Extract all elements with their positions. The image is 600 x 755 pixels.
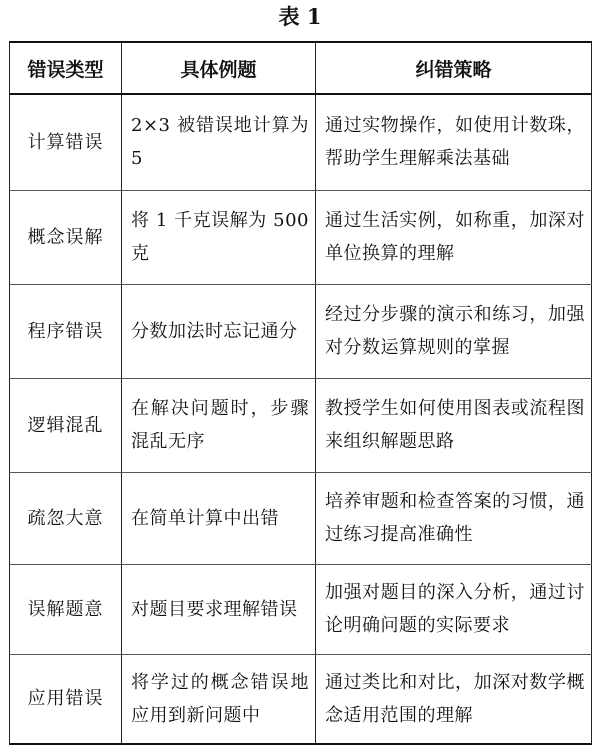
table-row (10, 472, 592, 564)
example-cell: 在解决问题时，步骤混乱无序 (122, 378, 316, 472)
example-cell: 对题目要求理解错误 (122, 564, 316, 654)
table-row (10, 190, 592, 284)
column-header-example: 具体例题 (122, 42, 316, 94)
error-type-cell: 应用错误 (10, 654, 122, 744)
error-type-cell: 疏忽大意 (10, 472, 122, 564)
error-type-cell: 概念误解 (10, 190, 122, 284)
column-header-type: 错误类型 (10, 42, 122, 94)
strategy-cell: 培养审题和检查答案的习惯，通过练习提高准确性 (316, 472, 592, 564)
column-header-strategy: 纠错策略 (316, 42, 592, 94)
example-cell: 分数加法时忘记通分 (122, 284, 316, 378)
table-row (10, 94, 592, 190)
strategy-cell: 通过生活实例，如称重，加深对单位换算的理解 (316, 190, 592, 284)
error-type-cell: 逻辑混乱 (10, 378, 122, 472)
error-strategy-table (9, 41, 592, 745)
example-cell: 2×3 被错误地计算为 5 (122, 94, 316, 190)
error-type-cell: 计算错误 (10, 94, 122, 190)
example-cell: 将学过的概念错误地应用到新问题中 (122, 654, 316, 744)
table-row (10, 284, 592, 378)
table-header-row (10, 42, 592, 94)
error-type-cell: 程序错误 (10, 284, 122, 378)
strategy-cell: 通过类比和对比，加深对数学概念适用范围的理解 (316, 654, 592, 744)
strategy-cell: 加强对题目的深入分析，通过讨论明确问题的实际要求 (316, 564, 592, 654)
table-row (10, 564, 592, 654)
error-type-cell: 误解题意 (10, 564, 122, 654)
strategy-cell: 通过实物操作，如使用计数珠，帮助学生理解乘法基础 (316, 94, 592, 190)
example-cell: 在简单计算中出错 (122, 472, 316, 564)
strategy-cell: 教授学生如何使用图表或流程图来组织解题思路 (316, 378, 592, 472)
table-row (10, 654, 592, 744)
table-row (10, 378, 592, 472)
table-caption: 表 1 (278, 4, 322, 29)
strategy-cell: 经过分步骤的演示和练习，加强对分数运算规则的掌握 (316, 284, 592, 378)
example-cell: 将 1 千克误解为 500 克 (122, 190, 316, 284)
